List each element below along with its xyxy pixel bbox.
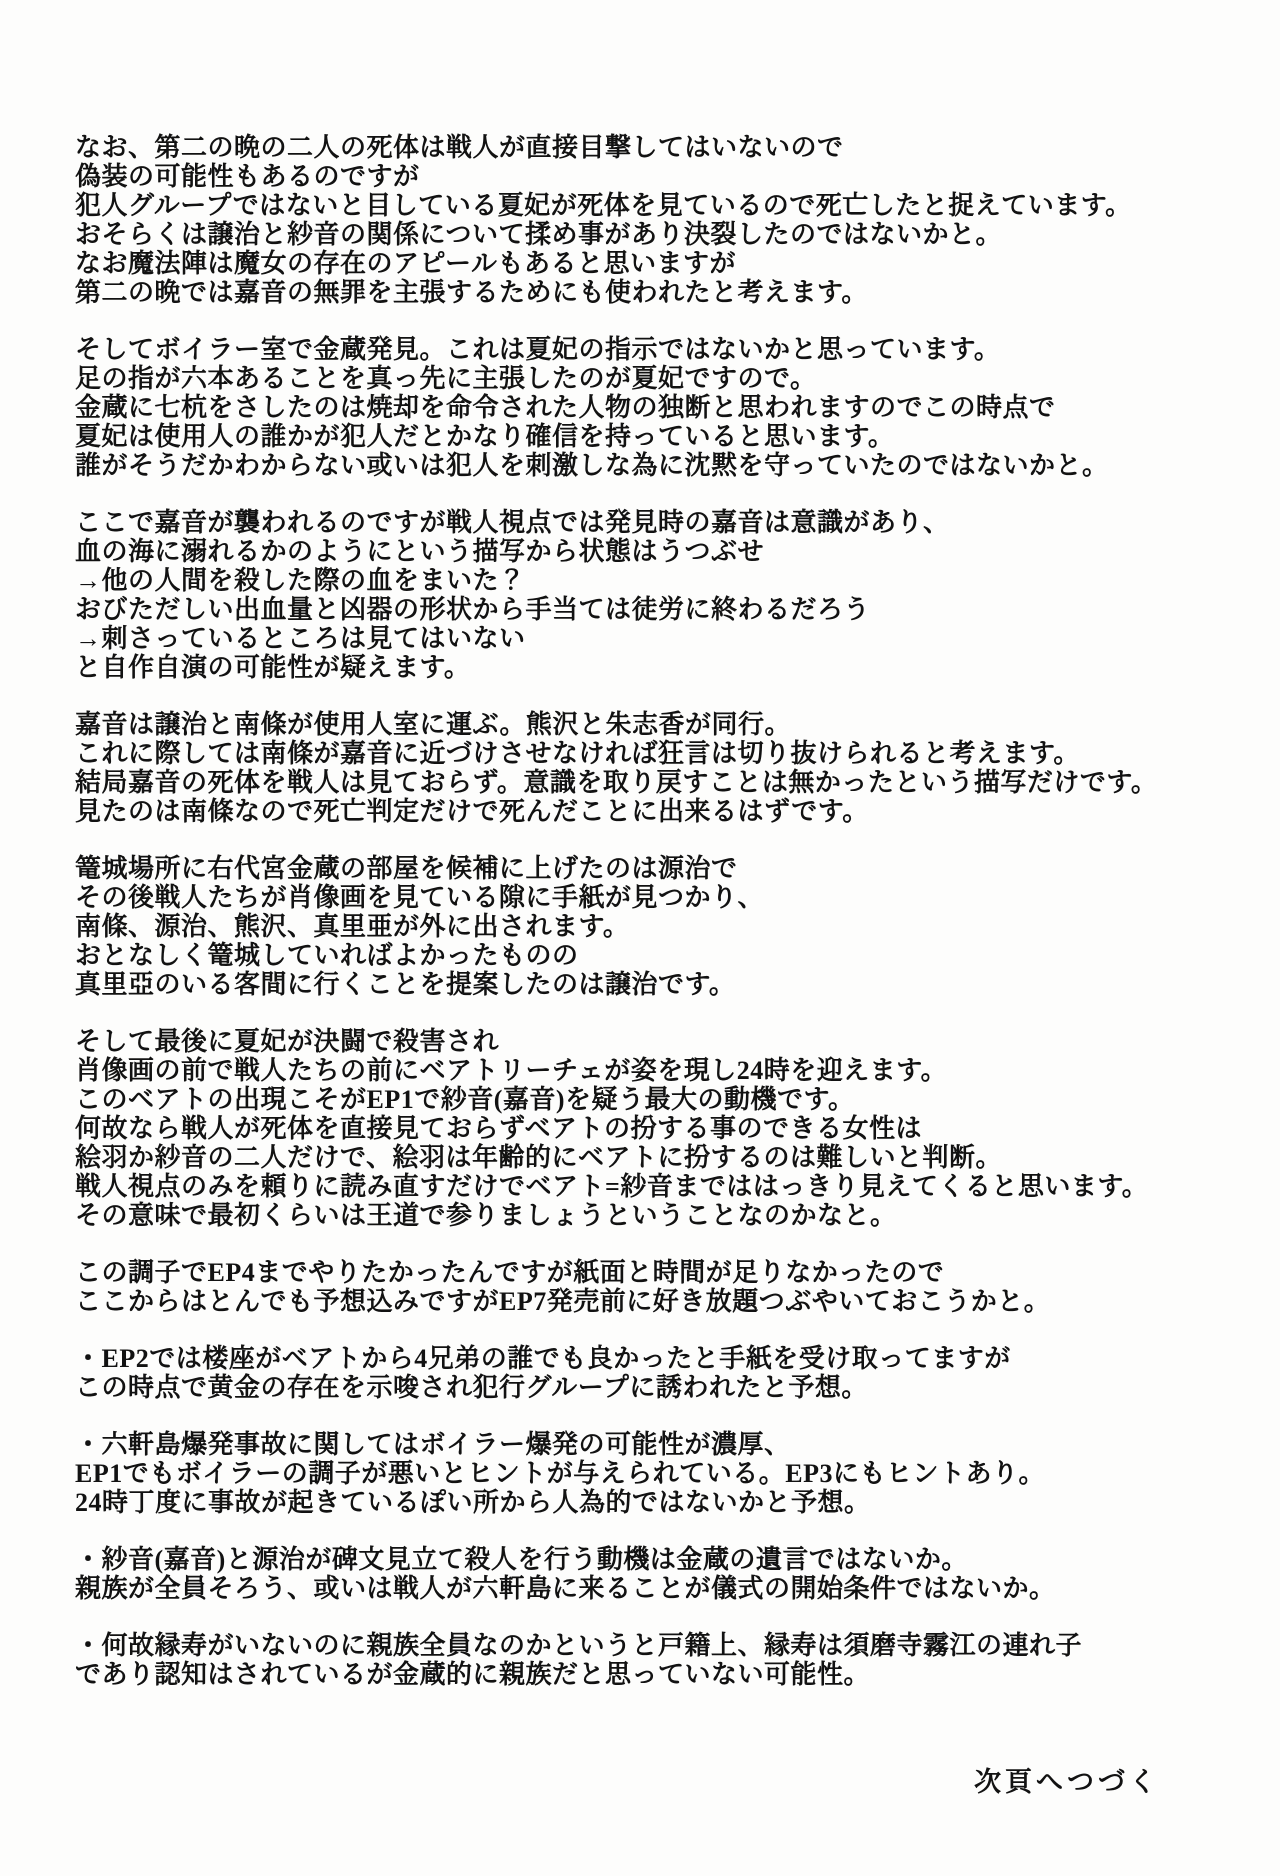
- text-line: 絵羽か紗音の二人だけで、絵羽は年齢的にベアトに扮するのは難しいと判断。: [75, 1143, 1002, 1172]
- paragraph: [75, 133, 1240, 307]
- text-line: そしてボイラー室で金蔵発見。これは夏妃の指示ではないかと思っています。: [75, 335, 1001, 364]
- text-line: 嘉音は譲治と南條が使用人室に運ぶ。熊沢と朱志香が同行。: [75, 710, 792, 739]
- text-line: おびただしい出血量と凶器の形状から手当ては徒労に終わるだろう: [75, 595, 871, 624]
- text-line: 親族が全員そろう、或いは戦人が六軒島に来ることが儀式の開始条件ではないか。: [75, 1574, 1056, 1603]
- text-line: なお、第二の晩の二人の死体は戦人が直接目撃してはいないので: [75, 133, 844, 162]
- text-line: →他の人間を殺した際の血をまいた？: [75, 566, 526, 595]
- text-line: 肖像画の前で戦人たちの前にベアトリーチェが姿を現し24時を迎えます。: [75, 1056, 948, 1085]
- text-line: その後戦人たちが肖像画を見ている隙に手紙が見つかり、: [75, 883, 765, 912]
- text-line: この調子でEP4までやりたかったんですが紙面と時間が足りなかったので: [75, 1258, 945, 1287]
- text-line: ここからはとんでも予想込みですがEP7発売前に好き放題つぶやいておこうかと。: [75, 1287, 1051, 1316]
- text-line: 真里亞のいる客間に行くことを提案したのは譲治です。: [75, 970, 736, 999]
- text-line: ここで嘉音が襲われるのですが戦人視点では発見時の嘉音は意識があり、: [75, 508, 950, 537]
- text-line: 第二の晩では嘉音の無罪を主張するためにも使われたと考えます。: [75, 278, 868, 307]
- paragraph: [75, 1430, 1240, 1517]
- paragraph: [75, 1027, 1240, 1230]
- text-line: 結局嘉音の死体を戦人は見ておらず。意識を取り戻すことは無かったという描写だけです。: [75, 768, 1158, 797]
- paragraph: [75, 1631, 1240, 1689]
- paragraph: [75, 335, 1240, 480]
- text-line: 篭城場所に右代宮金蔵の部屋を候補に上げたのは源治で: [75, 854, 738, 883]
- text-line: 金蔵に七杭をさしたのは焼却を命令された人物の独断と思われますのでこの時点で: [75, 393, 1056, 422]
- paragraph: [75, 1545, 1240, 1603]
- text-line: 犯人グループではないと目している夏妃が死体を見ているので死亡したと捉えています。: [75, 191, 1132, 220]
- paragraph: [75, 508, 1240, 682]
- text-line: 血の海に溺れるかのようにという描写から状態はうつぶせ: [75, 537, 765, 566]
- text-line: この時点で黄金の存在を示唆され犯行グループに誘われたと予想。: [75, 1373, 868, 1402]
- text-line: 夏妃は使用人の誰かが犯人だとかなり確信を持っていると思います。: [75, 422, 895, 451]
- text-line: おとなしく篭城していればよかったものの: [75, 941, 579, 970]
- text-line: EP1でもボイラーの調子が悪いとヒントが与えられている。EP3にもヒントあり。: [75, 1459, 1045, 1488]
- text-line: 戦人視点のみを頼りに読み直すだけでベアト=紗音までははっきり見えてくると思います。: [75, 1172, 1149, 1201]
- paragraph: [75, 854, 1240, 999]
- text-line: →刺さっているところは見てはいない: [75, 624, 526, 653]
- text-line: 見たのは南條なので死亡判定だけで死んだことに出来るはずです。: [75, 797, 869, 826]
- body-text: [75, 133, 1240, 1717]
- paragraph: [75, 1344, 1240, 1402]
- text-line: これに際しては南條が嘉音に近づけさせなければ狂言は切り抜けられると考えます。: [75, 739, 1080, 768]
- text-line: ・紗音(嘉音)と源治が碑文見立て殺人を行う動機は金蔵の遺言ではないか。: [75, 1545, 968, 1574]
- text-line: そして最後に夏妃が決闘で殺害され: [75, 1027, 500, 1056]
- text-line: その意味で最初くらいは王道で参りましょうということなのかなと。: [75, 1201, 897, 1230]
- text-line: 足の指が六本あることを真っ先に主張したのが夏妃ですので。: [75, 364, 817, 393]
- text-line: 何故なら戦人が死体を直接見ておらずベアトの扮する事のできる女性は: [75, 1114, 922, 1143]
- footer-continuation: 次頁へつづく: [974, 1767, 1160, 1797]
- text-line: ・EP2では楼座がベアトから4兄弟の誰でも良かったと手紙を受け取ってますが: [75, 1344, 1011, 1373]
- text-line: 偽装の可能性もあるのですが: [75, 162, 420, 191]
- paragraph: [75, 710, 1240, 826]
- text-line: ・何故縁寿がいないのに親族全員なのかというと戸籍上、縁寿は須磨寺霧江の連れ子: [75, 1631, 1083, 1660]
- text-line: ・六軒島爆発事故に関してはボイラー爆発の可能性が濃厚、: [75, 1430, 791, 1459]
- text-line: おそらくは譲治と紗音の関係について揉め事があり決裂したのではないかと。: [75, 220, 1002, 249]
- text-line: このベアトの出現こそがEP1で紗音(嘉音)を疑う最大の動機です。: [75, 1085, 855, 1114]
- text-line: 南條、源治、熊沢、真里亜が外に出されます。: [75, 912, 630, 941]
- paragraph: [75, 1258, 1240, 1316]
- text-line: 誰がそうだかわからない或いは犯人を刺激しな為に沈黙を守っていたのではないかと。: [75, 451, 1109, 480]
- text-line: 24時丁度に事故が起きているぽい所から人為的ではないかと予想。: [75, 1488, 871, 1517]
- text-line: であり認知はされているが金蔵的に親族だと思っていない可能性。: [75, 1660, 871, 1689]
- text-line: と自作自演の可能性が疑えます。: [75, 653, 471, 682]
- text-line: なお魔法陣は魔女の存在のアピールもあると思いますが: [75, 249, 736, 278]
